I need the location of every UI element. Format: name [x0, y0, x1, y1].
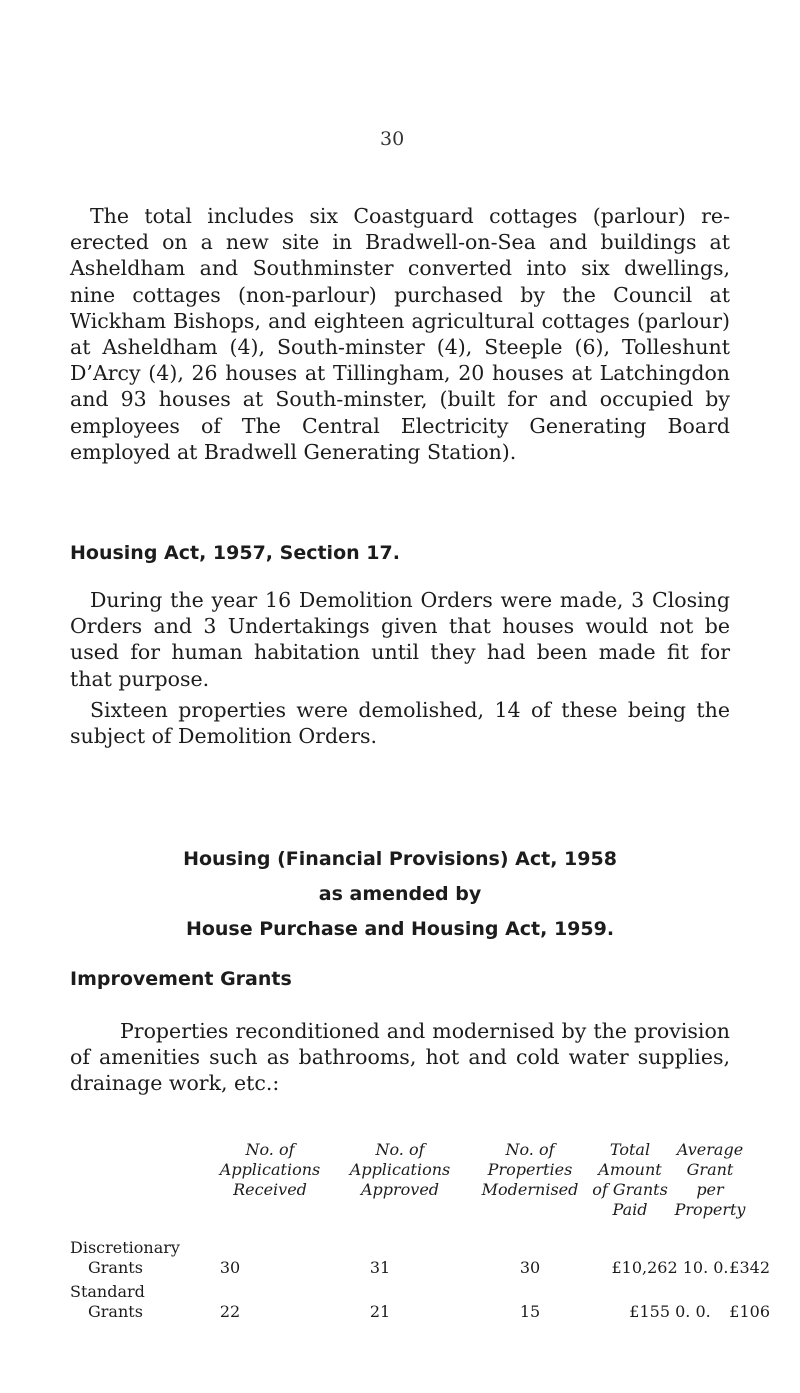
paragraph-demolition-orders: During the year 16 Demolition Orders were made, 3 Closing Orders and 3 Undertakings given that houses would not be used for human habitation until they had been made fit for that purpose.	[70, 588, 730, 691]
heading-house-purchase-act: House Purchase and Housing Act, 1959.	[185, 918, 615, 940]
paragraph-properties-reconditioned: Properties reconditioned and modernised by the provision of amenities such as bathrooms, hot and cold water supplies, drainage work, etc.:	[70, 1019, 730, 1096]
heading-housing-act-1957: Housing Act, 1957, Section 17.	[70, 542, 400, 564]
row-label-line: Standard	[70, 1282, 145, 1301]
page-number: 30	[380, 128, 405, 150]
row-label-line: Grants	[88, 1258, 143, 1277]
table-cell-modernised: 15	[519, 1302, 541, 1321]
table-cell-modernised: 30	[519, 1258, 541, 1277]
table-cell-received: 30	[219, 1258, 241, 1277]
table-cell-total-paid: £10,262 10. 0.	[611, 1258, 729, 1277]
row-label-standard-grants	[70, 1282, 200, 1322]
table-cell-average-grant: £106	[729, 1302, 770, 1321]
heading-financial-provisions-act: Housing (Financial Provisions) Act, 1958	[183, 848, 617, 870]
column-header-applications-approved: No. of Applications Approved	[349, 1140, 451, 1199]
table-cell-received: 22	[219, 1302, 241, 1321]
heading-improvement-grants: Improvement Grants	[70, 968, 292, 990]
paragraph-total-includes: The total includes six Coastguard cottages (parlour) re-erected on a new site in Bradwell-on-Sea and buildings at Asheldham and Southminster converted into six dwellings, nine cottages (non-parlour) purchased by the Council at Wickham Bishops, and eighteen agricultural cottages (parlour) at Asheldham (4), South-minster (4), Steeple (6), Tolleshunt D’Arcy (4), 26 houses at Tillingham, 20 houses at Latchingdon and 93 houses at South-minster, (built for and occupied by employees of The Central Electricity Generating Board employed at Bradwell Generating Station).	[70, 204, 730, 464]
paragraph-properties-demolished: Sixteen properties were demolished, 14 of these being the subject of Demolition Orders.	[70, 698, 730, 749]
column-header-average-grant: Average Grant per Property	[674, 1140, 746, 1219]
improvement-grants-table	[70, 1140, 770, 1370]
column-header-total-amount-paid: Total Amount of Grants Paid	[592, 1140, 668, 1219]
row-label-line: Grants	[88, 1302, 143, 1321]
column-header-applications-received: No. of Applications Received	[219, 1140, 321, 1199]
table-cell-total-paid: £155 0. 0.	[629, 1302, 711, 1321]
table-cell-approved: 31	[369, 1258, 391, 1277]
row-label-line: Discretionary	[70, 1238, 180, 1257]
table-cell-average-grant: £342	[729, 1258, 770, 1277]
table-cell-approved: 21	[369, 1302, 391, 1321]
column-header-properties-modernised: No. of Properties Modernised	[481, 1140, 579, 1199]
row-label-discretionary-grants	[70, 1238, 200, 1278]
heading-as-amended-by: as amended by	[318, 883, 482, 905]
